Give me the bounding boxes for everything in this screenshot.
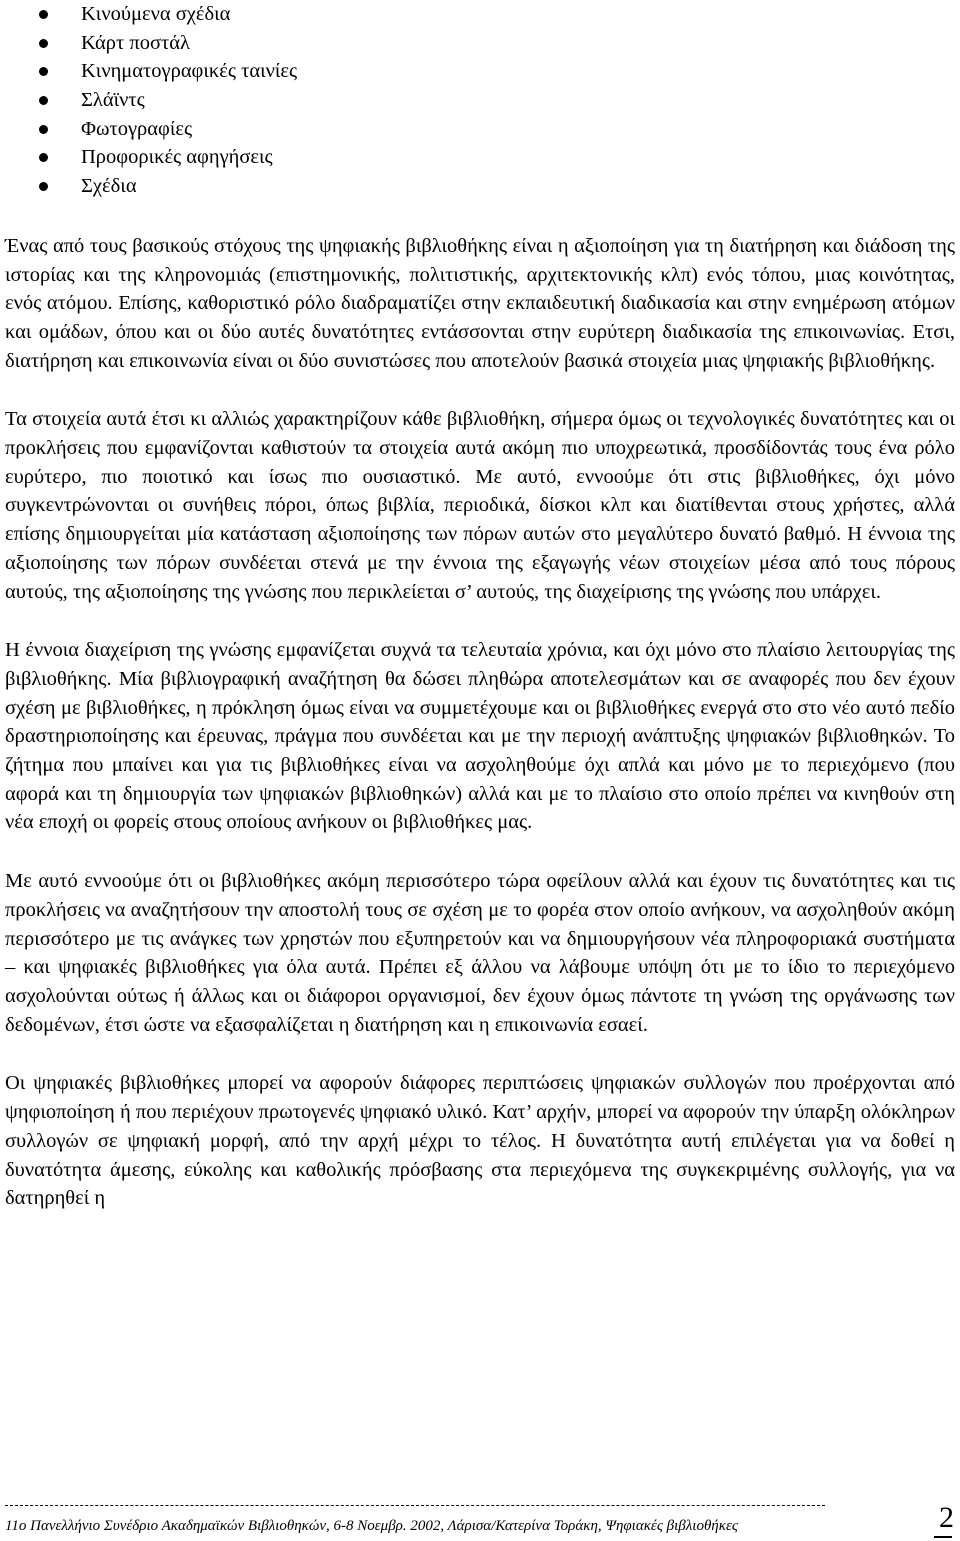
list-item [5, 143, 955, 172]
body-paragraph: Οι ψηφιακές βιβλιοθήκες μπορεί να αφορούν διάφορες περιπτώσεις ψηφιακών συλλογών που προέρχονται από ψηφιοποίηση ή που περιέχουν πρωτογενές ψηφιακό υλικό. Κατ’ αρχήν, μπορεί να αφορούν την ύπαρξη ολόκληρων συλλογών σε ψηφιακή μορφή, από την αρχή μέχρι το τέλος. Η δυνατότητα αυτή επιλέγεται για να δοθεί η δυνατότητα άμεσης, εύκολης και καθολικής πρόσβασης στα περιεχόμενα της συγκεκριμένης συλλογής, για να δατηρηθεί η [5, 1072, 955, 1210]
body-paragraph: Ένας από τους βασικούς στόχους της ψηφιακής βιβλιοθήκης είναι η αξιοποίηση για τη διατήρηση και διάδοση της ιστορίας και της κληρονομιάς (επιστημονικής, πολιτιστικής, αρχιτεκτονικής κλπ) ενός τόπου, μιας κοινότητας, ενός ατόμου. Επίσης, καθοριστικό ρόλο διαδραματίζει στην εκπαιδευτική διαδικασία και στην ενημέρωση ατόμων και ομάδων, όπου και οι δύο αυτές δυνατότητες εντάσσονται στην ευρύτερη διαδικασία της επικοινωνίας. Ετσι, διατήρηση και επικοινωνία είναι οι δύο συνιστώσες που αποτελούν βασικά στοιχεία μιας ψηφιακής βιβλιοθήκης. [5, 234, 955, 372]
list-item-text: Κινούμενα σχέδια [81, 3, 231, 25]
body-paragraph: Με αυτό εννοούμε ότι οι βιβλιοθήκες ακόμη περισσότερο τώρα οφείλουν αλλά και έχουν τις δυνατότητες και τις προκλήσεις να αναζητήσουν την αποστολή τους σε σχέση με το φορέα στον οποίο ανήκουν, να ασχοληθούν ακόμη περισσότερο με τις ανάγκες των χρηστών που εξυπηρετούν και να δημιουργήσουν νέα πληροφοριακά συστήματα – και ψηφιακές βιβλιοθήκες για όλα αυτά. Πρέπει εξ άλλου να λάβουμε υπόψη ότι με το ίδιο το περιεχόμενο ασχολούνται ούτως ή άλλως και οι διάφοροι οργανισμοί, δεν έχουν όμως πάντοτε τη γνώση της οργάνωσης των δεδομένων, έτσι ώστε να εξασφαλίζεται η διατήρηση και η επικοινωνία εσαεί. [5, 870, 955, 1036]
bullet-icon [39, 125, 48, 134]
list-item [5, 57, 955, 86]
body-paragraph: Τα στοιχεία αυτά έτσι κι αλλιώς χαρακτηρίζουν κάθε βιβλιοθήκη, σήμερα όμως οι τεχνολογικές δυνατότητες και οι προκλήσεις που εμφανίζονται καθιστούν τα στοιχεία αυτά ακόμη πιο υποχρεωτικά, προσδίδοντάς τους ένα ρόλο ευρύτερο, πιο ποιοτικό και ίσως πιο ουσιαστικό. Με αυτό, εννοούμε ότι στις βιβλιοθήκες, όχι μόνο συγκεντρώνονται οι συνήθεις πόροι, όπως βιβλία, περιοδικά, δίσκοι κλπ και διατίθενται στους χρήστες, αλλά επίσης δημιουργείται μία κατάσταση αξιοποίησης των πόρων αυτών στο μεγαλύτερο δυνατό βαθμό. Η έννοια της αξιοποίησης των πόρων συνδέεται στενά με την έννοια της εξαγωγής νέων στοιχείων μέσα από τους πόρους αυτούς, της αξιοποίησης της γνώσης που περικλείεται σ’ αυτούς, της διαχείρισης της γνώσης που υπάρχει. [5, 408, 955, 603]
bullet-icon [39, 153, 48, 162]
list-item-text: Σχέδια [81, 175, 137, 198]
bullet-icon [39, 39, 48, 48]
page-number: 2 [939, 1501, 954, 1534]
list-item [5, 29, 955, 58]
bullet-icon [39, 67, 48, 76]
page-footer [0, 1500, 960, 1541]
list-item-text: Προφορικές αφηγήσεις [81, 146, 273, 169]
page-number-underline [934, 1536, 952, 1538]
list-item [5, 86, 955, 115]
bullet-icon [39, 96, 48, 105]
list-item [5, 172, 955, 201]
document-page [5, 0, 955, 1213]
list-item-text: Κάρτ ποστάλ [81, 31, 190, 54]
list-item-text: Σλάϊντς [81, 89, 145, 112]
bullet-icon [39, 10, 48, 19]
bullet-icon [39, 182, 48, 191]
list-item-text: Κινηματογραφικές ταινίες [81, 60, 298, 83]
list-item-text: Φωτογραφίες [81, 117, 193, 140]
list-item [5, 0, 955, 29]
footer-divider [5, 1505, 825, 1506]
body-paragraph: Η έννοια διαχείριση της γνώσης εμφανίζεται συχνά τα τελευταία χρόνια, και όχι μόνο στο πλαίσιο λειτουργίας της βιβλιοθήκης. Μία βιβλιογραφική αναζήτηση θα δώσει πληθώρα αποτελεσμάτων και σε αναφορές που δεν έχουν σχέση με βιβλιοθήκες, η πρόκληση όμως είναι να συμμετέχουμε και οι βιβλιοθήκες ενεργά στο στο νέο αυτό πεδίο δραστηριοποίησης και έρευνας, πράγμα που συνδέεται και με την περιοχή ανάπτυξης ψηφιακών βιβλιοθηκών. Το ζήτημα που μπαίνει και για τις βιβλιοθήκες είναι να ασχοληθούμε όχι απλά και μόνο με το περιεχόμενο (που αφορά και τη δημιουργία των ψηφιακών βιβλιοθηκών) αλλά και με το πλαίσιο στο οποίο πρέπει να κινηθούν στη νέα εποχή οι φορείς στους οποίους ανήκουν οι βιβλιοθήκες μας. [5, 639, 955, 834]
bullet-list [5, 0, 955, 201]
footer-citation: 11ο Πανελλήνιο Συνέδριο Ακαδημαϊκών Βιβλιοθηκών, 6-8 Νοεμβρ. 2002, Λάρισα/Κατερίνα Τοράκη, Ψηφιακές βιβλιοθήκες [5, 1518, 738, 1534]
list-item [5, 115, 955, 144]
